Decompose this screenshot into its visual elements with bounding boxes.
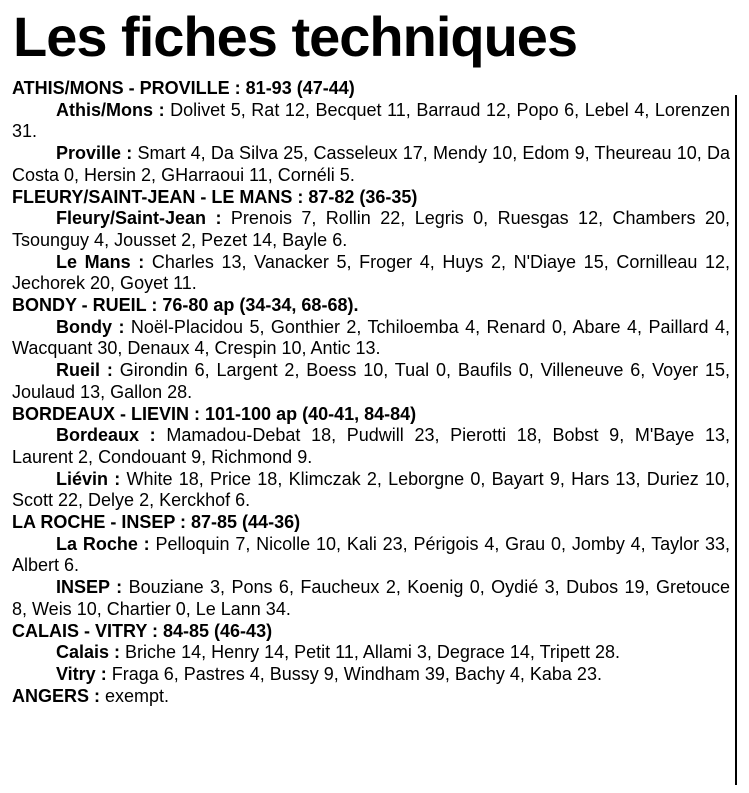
results-list	[12, 78, 730, 707]
game-header: ATHIS/MONS - PROVILLE : 81-93 (47-44)	[12, 78, 355, 98]
team-lineup	[12, 100, 730, 143]
team-lineup	[12, 534, 730, 577]
player-scores: White 18, Price 18, Klimczak 2, Leborgne 0, Bayart 9, Hars 13, Duriez 10, Scott 22, Delye 2, Kerckhof 6.	[12, 468, 730, 511]
player-scores: Smart 4, Da Silva 25, Casseleux 17, Mendy 10, Edom 9, Theureau 10, Da Costa 0, Hersin 2, GHarraoui 11, Cornéli 5.	[12, 143, 730, 185]
team-lineup	[12, 425, 730, 468]
team-name: Bondy :	[56, 316, 125, 337]
player-scores: Noël-Placidou 5, Gonthier 2, Tchiloemba 4, Renard 0, Abare 4, Paillard 4, Wacquant 30, Denaux 4, Crespin 10, Antic 13.	[12, 316, 730, 359]
team-name: Liévin :	[56, 468, 121, 489]
team-lineup	[12, 469, 730, 512]
player-scores: Briche 14, Henry 14, Petit 11, Allami 3, Degrace 14, Tripett 28.	[125, 642, 620, 663]
player-scores: Prenois 7, Rollin 22, Legris 0, Ruesgas 12, Chambers 20, Tsounguy 4, Jousset 2, Pezet 14, Bayle 6.	[12, 208, 730, 250]
team-name: Proville :	[56, 143, 133, 164]
player-scores: Bouziane 3, Pons 6, Faucheux 2, Koenig 0, Oydié 3, Dubos 19, Gretouce 8, Weis 10, Chartier 0, Le Lann 34.	[12, 577, 731, 619]
team-lineup	[12, 664, 730, 686]
exempt-text: exempt.	[105, 685, 170, 706]
team-name: INSEP :	[56, 577, 123, 598]
player-scores: Pelloquin 7, Nicolle 10, Kali 23, Périgois 4, Grau 0, Jomby 4, Taylor 33, Albert 6.	[12, 533, 730, 576]
exempt-team: ANGERS :	[12, 685, 101, 706]
player-scores: Dolivet 5, Rat 12, Becquet 11, Barraud 12, Popo 6, Lebel 4, Lorenzen 31.	[12, 99, 730, 142]
team-name: Athis/Mons :	[56, 99, 165, 120]
game-header: LA ROCHE - INSEP : 87-85 (44-36)	[12, 512, 301, 533]
player-scores: Mamadou-Debat 18, Pudwill 23, Pierotti 18, Bobst 9, M'Baye 13, Laurent 2, Condouant 9, Richmond 9.	[12, 425, 730, 467]
team-lineup	[12, 143, 730, 186]
player-scores: Girondin 6, Largent 2, Boess 10, Tual 0, Baufils 0, Villeneuve 6, Voyer 15, Joulaud 13, Gallon 28.	[12, 360, 730, 402]
team-name: Fleury/Saint-Jean :	[56, 208, 222, 229]
team-lineup	[12, 317, 730, 360]
team-lineup	[12, 208, 730, 251]
team-name: Bordeaux :	[56, 425, 156, 446]
game-header: CALAIS - VITRY : 84-85 (46-43)	[12, 620, 273, 641]
player-scores: Fraga 6, Pastres 4, Bussy 9, Windham 39, Bachy 4, Kaba 23.	[111, 663, 602, 684]
game-header: FLEURY/SAINT-JEAN - LE MANS : 87-82 (36-35)	[12, 186, 418, 207]
team-name: Calais :	[56, 642, 121, 663]
game-header: BONDY - RUEIL : 76-80 ap (34-34, 68-68).	[12, 295, 359, 316]
team-lineup	[12, 360, 730, 403]
exempt-line	[12, 686, 730, 708]
team-lineup	[12, 252, 730, 295]
column-rule	[735, 95, 737, 785]
team-name: Vitry :	[56, 663, 107, 684]
game-header: BORDEAUX - LIEVIN : 101-100 ap (40-41, 84-84)	[12, 403, 417, 424]
team-name: La Roche :	[56, 533, 150, 554]
team-lineup	[12, 642, 730, 664]
team-name: Le Mans :	[56, 251, 145, 272]
page-title: Les fiches techniques	[13, 5, 578, 68]
team-lineup	[12, 577, 730, 620]
team-name: Rueil :	[56, 360, 113, 381]
player-scores: Charles 13, Vanacker 5, Froger 4, Huys 2, N'Diaye 15, Cornilleau 12, Jechorek 20, Goyet 11.	[12, 251, 730, 294]
